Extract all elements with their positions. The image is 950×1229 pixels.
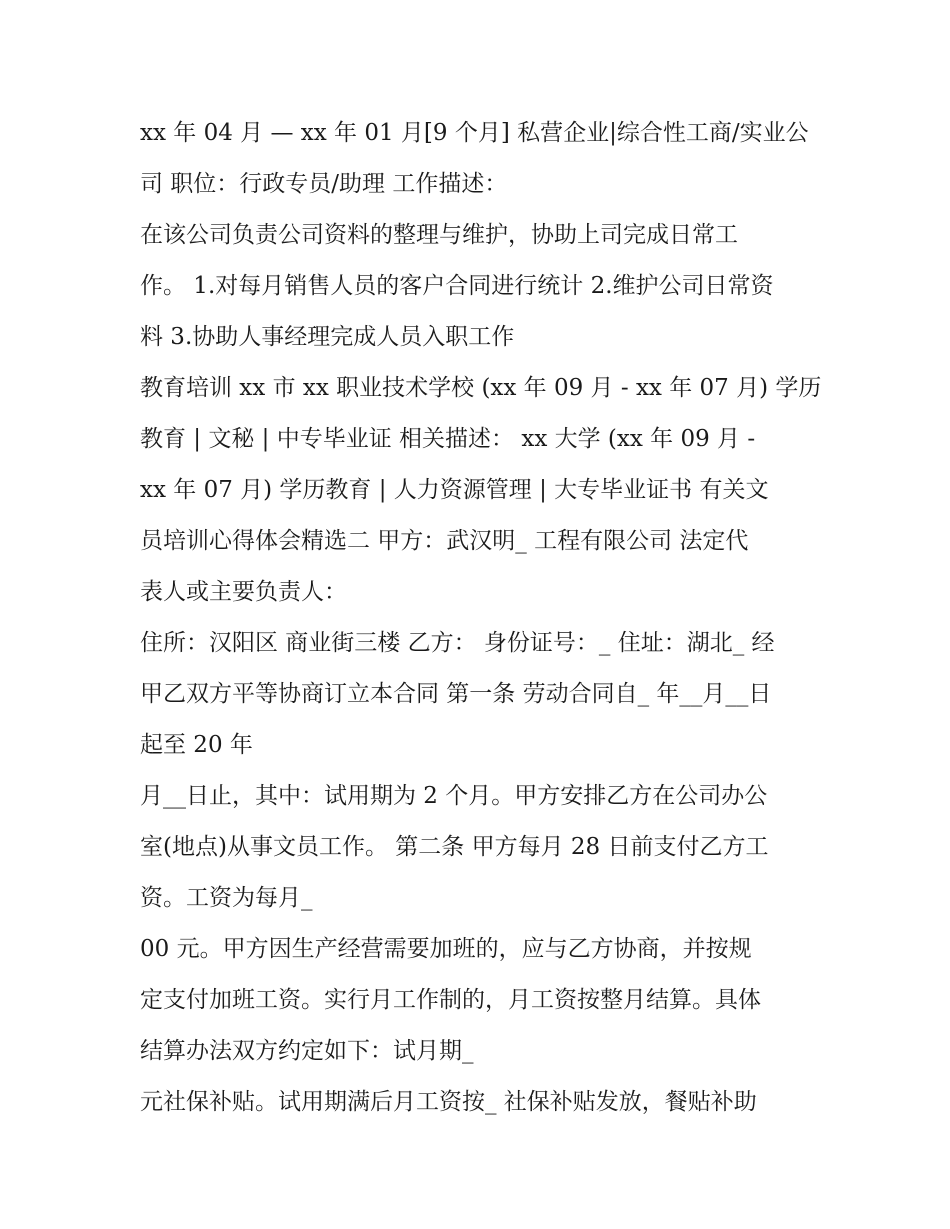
text-line-5: 料 3.协助人事经理完成人员入职工作 <box>140 324 515 350</box>
text-line-19: 结算办法双方约定如下：试月期_ <box>140 1038 474 1064</box>
text-line-3: 在该公司负责公司资料的整理与维护，协助上司完成日常工 <box>140 222 738 248</box>
text-line-10: 表人或主要负责人： <box>140 579 347 605</box>
text-line-11: 住所：汉阳区 商业街三楼 乙方： 身份证号：_ 住址：湖北_ 经 <box>140 630 775 656</box>
document-body <box>140 108 820 1128</box>
text-line-6: 教育培训 xx 市 xx 职业技术学校 (xx 年 09 月 - xx 年 07 月) 学历 <box>140 375 822 401</box>
text-line-4: 作。 1.对每月销售人员的客户合同进行统计 2.维护公司日常资 <box>140 273 774 299</box>
text-line-20: 元社保补贴。试用期满后月工资按_ 社保补贴发放，餐贴补助 <box>140 1089 757 1115</box>
text-line-16: 资。工资为每月_ <box>140 885 313 911</box>
text-line-15: 室(地点)从事文员工作。 第二条 甲方每月 28 日前支付乙方工 <box>140 834 769 860</box>
text-line-1: xx 年 04 月 — xx 年 01 月[9 个月] 私营企业|综合性工商/实业公 <box>140 120 809 146</box>
text-line-17: 00 元。甲方因生产经营需要加班的，应与乙方协商，并按规 <box>140 936 752 962</box>
text-line-8: xx 年 07 月) 学历教育 | 人力资源管理 | 大专毕业证书 有关文 <box>140 477 769 503</box>
text-line-13: 起至 20 年 <box>140 732 253 758</box>
text-line-9: 员培训心得体会精选二 甲方：武汉明_ 工程有限公司 法定代 <box>140 528 749 554</box>
text-line-18: 定支付加班工资。实行月工作制的，月工资按整月结算。具体 <box>140 987 761 1013</box>
text-line-14: 月__日止，其中：试用期为 2 个月。甲方安排乙方在公司办公 <box>140 783 768 809</box>
text-line-2: 司 职位：行政专员/助理 工作描述： <box>140 171 508 197</box>
text-line-12: 甲乙双方平等协商订立本合同 第一条 劳动合同自_ 年__月__日 <box>140 681 772 707</box>
text-line-7: 教育 | 文秘 | 中专毕业证 相关描述： xx 大学 (xx 年 09 月 - <box>140 426 756 452</box>
